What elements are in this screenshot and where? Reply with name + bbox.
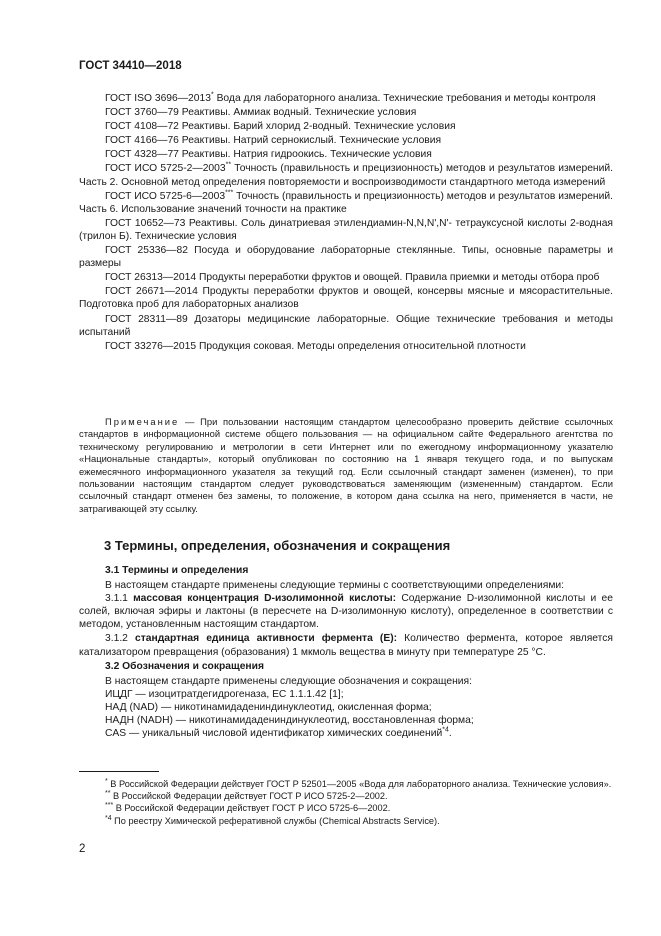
reference-item: ГОСТ 4108—72 Реактивы. Барий хлорид 2-водный. Технические условия [105, 121, 456, 133]
reference-item: ГОСТ 3760—79 Реактивы. Аммиак водный. Технические условия [105, 107, 417, 119]
abbreviation-item: ИЦДГ — изоцитратдегидрогеназа, ЕС 1.1.1.42 [1]; [105, 688, 344, 700]
reference-item: ГОСТ 28311—89 Дозаторы медицинские лабораторные. Общие технические требования и методы испытаний [79, 313, 613, 338]
section-3-title: 3 Термины, определения, обозначения и сокращения [104, 538, 451, 553]
subsection-3-1-title: 3.1 Термины и определения [105, 565, 249, 576]
reference-item: ГОСТ 26671—2014 Продукты переработки фруктов и овощей, консервы мясные и мясорастительные. Подготовка проб для лабораторных анализов [79, 286, 613, 311]
reference-item: ГОСТ ISO 3696—2013* Вода для лабораторного анализа. Технические требования и методы контроля [105, 91, 596, 104]
document-header: ГОСТ 34410—2018 [79, 60, 182, 72]
footnote-item: *** В Российской Федерации действует ГОСТ Р ИСО 5725-6—2002. [105, 802, 391, 814]
reference-item: ГОСТ 33276—2015 Продукция соковая. Методы определения относительной плотности [105, 340, 526, 352]
footnote-item: $^{*4}$ По реестру Химической реферативной службы (Chemical Abstracts Service). [105, 814, 440, 826]
reference-item: ГОСТ 25336—82 Посуда и оборудование лабораторные стеклянные. Типы, основные параметры и размеры [79, 245, 613, 270]
reference-item: ГОСТ 26313—2014 Продукты переработки фруктов и овощей. Правила приемки и методы отбора проб [105, 272, 600, 284]
subsection-3-2-intro: В настоящем стандарте применены следующие обозначения и сокращения: [105, 675, 472, 687]
reference-item: ГОСТ ИСО 5725-6—2003*** Точность (правильность и прецизионность) методов и результатов измерений. Часть 6. Использование значений точности на практике [79, 189, 613, 215]
term-3-1-2: 3.1.2 стандартная единица активности фермента (Е): Количество фермента, которое является катализатором превращения (образования) 1 мкмоль вещества в минуту при температуре 25 °С. [79, 633, 614, 658]
abbreviation-item: НАД (NAD) — никотинамидадениндинуклеотид, окисленная форма; [105, 701, 432, 713]
section-3-body [79, 564, 613, 740]
note-text: — При пользовании настоящим стандартом целесообразно проверить действие ссылочных стандартов в информационной системе общего пользования — на официальном сайте Федерального агентства по техническому регулированию и метрологии в сети Интернет или по ежегодному информационному указателю «Национальные стандарты», который опубликован по состоянию на 1 января текущего года, и по выпускам ежемесячного информационного указателя за текущий год. Если ссылочный стандарт заменен (изменен), то при пользовании настоящим стандартом следует руководствоваться заменяющим (измененным) стандартом. Если ссылочный стандарт отменен без замены, то положение, в котором дана ссылка на него, применяется в части, не затрагивающей эту ссылку. [79, 416, 613, 514]
reference-item: ГОСТ 4328—77 Реактивы. Натрия гидроокись. Технические условия [105, 149, 432, 161]
subsection-3-2-title: 3.2 Обозначения и сокращения [105, 660, 264, 672]
footnotes [79, 778, 613, 827]
footnote-separator [79, 771, 159, 772]
note-label: Примечание [105, 416, 180, 427]
reference-item: ГОСТ 10652—73 Реактивы. Соль динатриевая этилендиамин-N,N,N',N'- тетрауксусной кислоты 2-водная (трилон Б). Технические условия [79, 217, 614, 242]
abbreviation-item: CAS — уникальный числовой идентификатор химических соединений$^{*4}$. [105, 726, 452, 740]
note-paragraph [79, 416, 613, 515]
page-number: 2 [79, 843, 86, 855]
footnote-item: ** В Российской Федерации действует ГОСТ Р ИСО 5725-2—2002. [105, 790, 388, 802]
reference-item: ГОСТ ИСО 5725-2—2003** Точность (правильность и прецизионность) методов и результатов измерений. Часть 2. Основной метод определения повторяемости и воспроизводимости стандартного метода измерений [79, 162, 613, 188]
subsection-3-1-intro: В настоящем стандарте применены следующие термины с соответствующими определениями: [105, 580, 565, 592]
normative-references-list [79, 92, 613, 354]
term-3-1-1: 3.1.1 массовая концентрация D-изолимонной кислоты: Содержание D-изолимонной кислоты и ее солей, включая эфиры и лактоны (в пересчете на D-изолимонную кислоту), определенное в соответствии с методом, установленным настоящим стандартом. [79, 593, 614, 631]
abbreviation-item: НАДН (NADH) — никотинамидадениндинуклеотид, восстановленная форма; [105, 715, 474, 727]
footnote-item: * В Российской Федерации действует ГОСТ Р 52501—2005 «Вода для лабораторного анализа. Технические условия». [105, 777, 612, 789]
reference-item: ГОСТ 4166—76 Реактивы. Натрий сернокислый. Технические условия [105, 135, 442, 147]
